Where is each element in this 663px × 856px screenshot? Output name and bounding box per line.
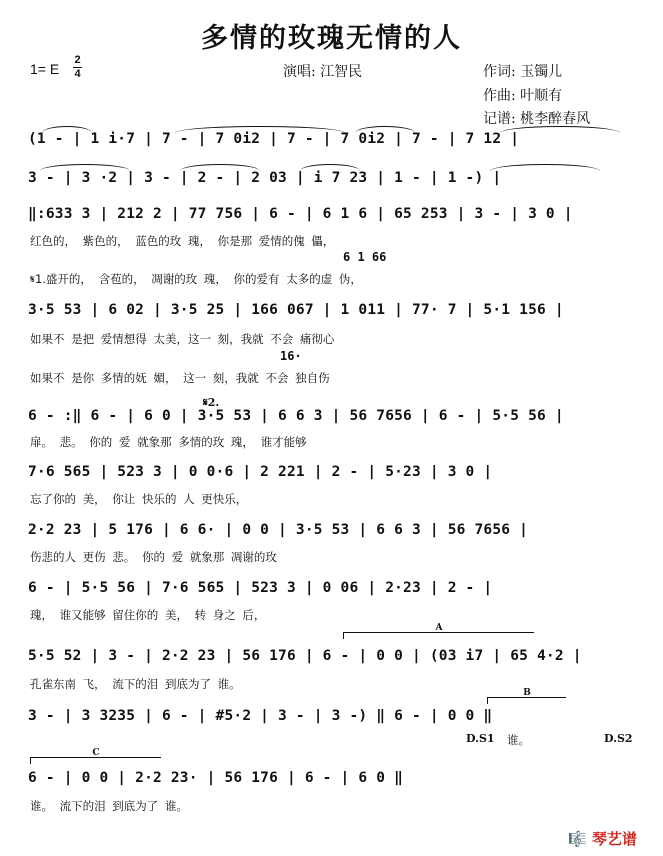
score-row <box>28 464 640 486</box>
key-signature: 1= E <box>30 61 60 77</box>
section-b-label: B <box>523 688 531 698</box>
lyric-line: 扉。 悲。 你的 爱 就象那 多情的玫 瑰， 谁才能够 <box>30 435 307 449</box>
notation-line: 6 - :‖ 6 - | 6 0 | 3·5 53 | 6 6 3 | 56 7656 | 6 - | 5·5 56 | <box>28 408 564 424</box>
alt-notation: 16· <box>280 349 302 363</box>
notation-line: ‖:633 3 | 212 2 | 77 756 | 6 - | 6 1 6 | 65 253 | 3 - | 3 0 | <box>28 206 573 222</box>
song-title: 多情的玫瑰无情的人 <box>201 23 462 54</box>
time-signature-numerator: 2 <box>74 54 81 66</box>
lyric-line: 谁。 流下的泪 到底为了 谁。 <box>30 799 188 813</box>
score-row <box>28 522 640 544</box>
ds1-marker: D.S1 <box>466 732 495 745</box>
score-row <box>28 206 640 228</box>
score-row <box>28 648 640 670</box>
notation-line: 5·5 52 | 3 - | 2·2 23 | 56 176 | 6 - | 0 0 | (03 i7 | 65 4·2 | <box>28 648 582 664</box>
alt-notation: 6 1 66 <box>343 250 387 264</box>
lyric-line: 红色的， 紫色的， 蓝色的玫 瑰， 你是那 爱情的傀 儡， <box>30 234 335 248</box>
score-row <box>28 408 640 430</box>
lyric-line: 如果不 是你 多情的妩 媚， 这一 刻，我就 不会 独自伤 <box>30 371 330 385</box>
lyricist-credit: 作词: 玉镯儿 <box>483 64 563 80</box>
lyric-line: 瑰， 谁又能够 留住你的 美， 转 身之 后， <box>30 608 266 622</box>
score-row <box>28 302 640 324</box>
lyric-line: 如果不 是把 爱情想得 太美，这一 刻，我就 不会 痛彻心 <box>30 332 335 346</box>
time-signature-denominator: 4 <box>74 68 81 80</box>
lyric-line: 谁。 <box>507 733 530 747</box>
notation-line: 3 - | 3 3235 | 6 - | #5·2 | 3 - | 3 -) ‖ 6 - | 0 0 ‖ <box>28 708 493 724</box>
notation-line: 3 - | 3 ·2 | 3 - | 2 - | 2 03 | i 7 23 | 1 - | 1 -) | <box>28 170 502 186</box>
logo-text: 琴艺谱 <box>591 830 637 848</box>
lyric-line: 忘了你的 美， 你让 快乐的 人 更快乐， <box>30 492 248 506</box>
notation-line: 2·2 23 | 5 176 | 6 6· | 0 0 | 3·5 53 | 6 6 3 | 56 7656 | <box>28 522 529 538</box>
section-a-label: A <box>435 623 443 633</box>
section-c-label: C <box>92 748 100 758</box>
score-row <box>28 131 640 153</box>
score-row <box>28 770 640 792</box>
lyric-line: 孔雀东南 飞， 流下的泪 到底为了 谁。 <box>30 677 241 691</box>
section-c-bracket <box>30 748 161 764</box>
score-row <box>28 580 640 602</box>
notation-line: 6 - | 5·5 56 | 7·6 565 | 523 3 | 0 06 | 2·23 | 2 - | <box>28 580 493 596</box>
time-signature <box>73 55 82 80</box>
composer-credit: 作曲: 叶顺有 <box>483 88 563 104</box>
notation-line: (1 - | 1 i·7 | 7 - | 7 0i2 | 7 - | 7 0i2 | 7 - | 7 12 | <box>28 131 520 147</box>
transcriber-credit: 记谱: 桃李醉春风 <box>483 111 591 127</box>
notation-line: 7·6 565 | 523 3 | 0 0·6 | 2 221 | 2 - | 5·23 | 3 0 | <box>28 464 493 480</box>
section-b-bracket <box>487 688 566 704</box>
site-logo <box>568 828 637 849</box>
notation-line: 3·5 53 | 6 02 | 3·5 25 | 166 067 | 1 011 | 77· 7 | 5·1 156 | <box>28 302 564 318</box>
section-a-bracket <box>343 623 534 639</box>
lyric-line: 伤悲的人 更伤 悲。 你的 爱 就象那 凋谢的玫 <box>30 550 277 564</box>
ds2-marker: D.S2 <box>604 732 633 745</box>
notation-line: 6 - | 0 0 | 2·2 23· | 56 176 | 6 - | 6 0 ‖ <box>28 770 404 786</box>
score-row <box>28 170 640 192</box>
logo-icon: 🎼 <box>568 830 587 848</box>
lyric-line: 𝄋1.盛开的， 含苞的， 凋谢的玫 瑰， 你的爱有 太多的虚 伪， <box>30 272 362 286</box>
score-row <box>28 708 640 730</box>
singer-credit: 演唱: 江智民 <box>283 64 363 80</box>
segno-2-marker: 𝄋2. <box>203 396 220 409</box>
